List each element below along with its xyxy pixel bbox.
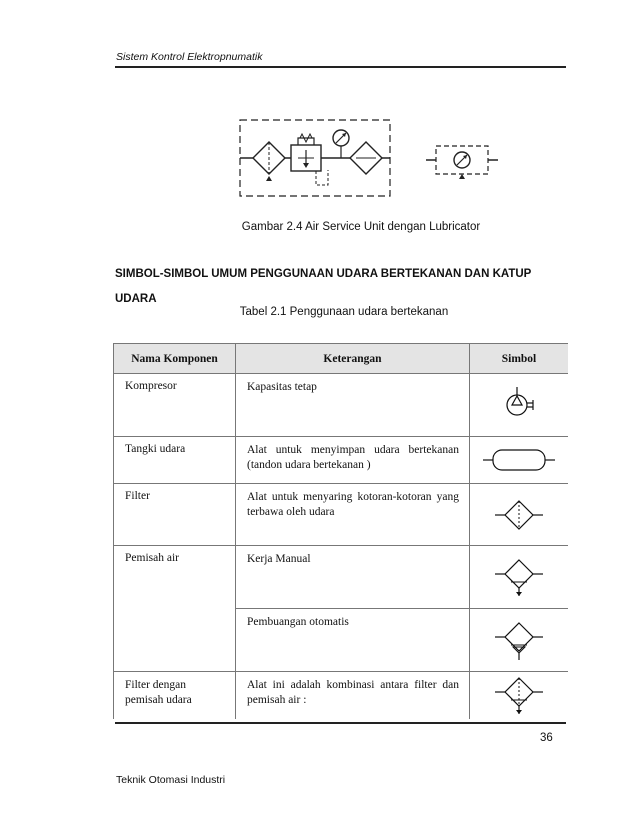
section-heading: SIMBOL-SIMBOL UMUM PENGGUNAAN UDARA BERTEKANAN DAN KATUP UDARA	[115, 268, 532, 305]
filter-icon	[489, 490, 549, 540]
air-service-unit-figure	[236, 110, 508, 210]
component-symbol	[470, 672, 569, 720]
table-caption: Tabel 2.1 Penggunaan udara bertekanan	[239, 306, 449, 318]
component-name: Tangki udara	[114, 437, 236, 484]
column-header-description: Keterangan	[236, 344, 470, 374]
water-separator-auto-icon	[489, 615, 549, 665]
column-header-symbol: Simbol	[470, 344, 569, 374]
components-table-container	[113, 343, 568, 719]
water-separator-manual-icon	[489, 552, 549, 602]
table-row	[114, 437, 569, 484]
component-description: Alat untuk menyaring kotoran-kotoran yang terbawa oleh udara	[236, 484, 470, 546]
table-row	[114, 546, 569, 609]
page-number: 36	[540, 732, 553, 744]
table-row	[114, 374, 569, 437]
header-divider	[115, 66, 566, 68]
column-header-name: Nama Komponen	[114, 344, 236, 374]
component-description: Alat untuk menyimpan udara bertekanan (tandon udara bertekanan )	[236, 437, 470, 484]
component-symbol	[470, 609, 569, 672]
component-description: Kapasitas tetap	[236, 374, 470, 437]
components-table	[113, 343, 568, 719]
component-name: Filter	[114, 484, 236, 546]
page-header-title: Sistem Kontrol Elektropnumatik	[116, 51, 263, 63]
component-name: Kompresor	[114, 374, 236, 437]
component-symbol	[470, 374, 569, 437]
compressor-icon	[489, 385, 549, 425]
component-symbol	[470, 484, 569, 546]
component-symbol	[470, 546, 569, 609]
component-description: Kerja Manual	[236, 546, 470, 609]
air-tank-icon	[479, 445, 559, 475]
table-header-row	[114, 344, 569, 374]
table-row	[114, 484, 569, 546]
figure-caption: Gambar 2.4 Air Service Unit dengan Lubricator	[241, 221, 481, 233]
component-description: Alat ini adalah kombinasi antara filter dan pemisah air :	[236, 672, 470, 720]
table-row	[114, 672, 569, 720]
filter-separator-icon	[489, 672, 549, 719]
component-symbol	[470, 437, 569, 484]
page-footer-text: Teknik Otomasi Industri	[116, 774, 226, 786]
component-name: Pemisah air	[114, 546, 236, 672]
footer-divider	[115, 722, 566, 724]
component-name: Filter dengan pemisah udara	[114, 672, 236, 720]
component-description: Pembuangan otomatis	[236, 609, 470, 672]
